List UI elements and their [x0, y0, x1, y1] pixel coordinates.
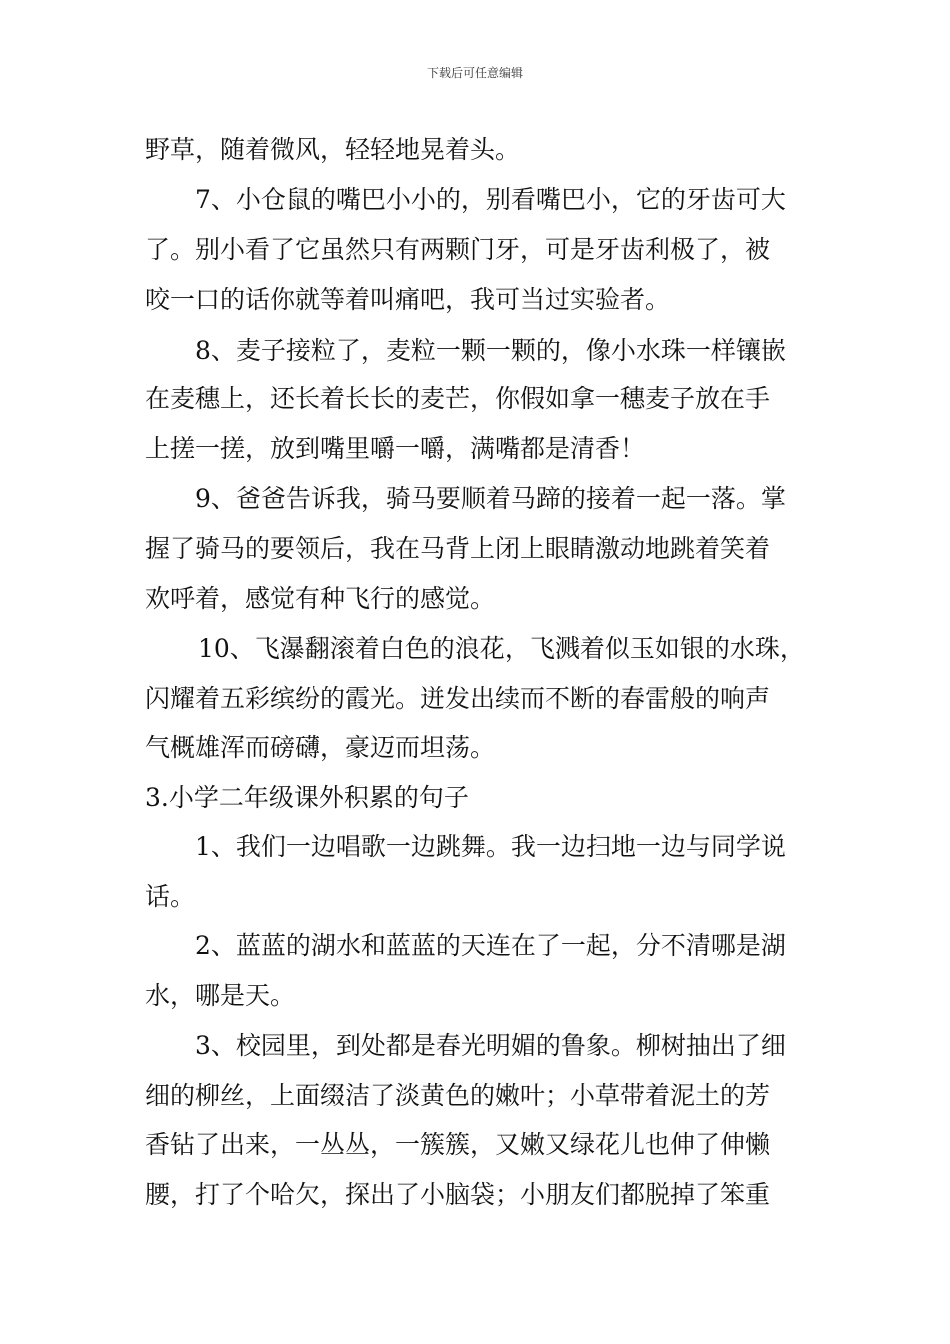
text-line: 水，哪是天。 [145, 981, 296, 1010]
text-line: 握了骑马的要领后，我在马背上闭上眼睛激动地跳着笑着 [145, 534, 771, 563]
text-line: 9、爸爸告诉我，骑马要顺着马蹄的接着一起一落。掌 [195, 484, 786, 513]
text-line: 8、麦子接粒了，麦粒一颗一颗的，像小水珠一样镶嵌 [195, 336, 786, 365]
text-line: 了。别小看了它虽然只有两颗门牙，可是牙齿利极了，被 [145, 235, 771, 264]
text-line: 2、蓝蓝的湖水和蓝蓝的天连在了一起，分不清哪是湖 [195, 931, 786, 960]
text-line: 话。 [145, 882, 196, 911]
text-line: 气概雄浑而磅礴，豪迈而坦荡。 [145, 733, 496, 762]
text-line: 香钻了出来，一丛丛，一簇簇，又嫩又绿花儿也伸了伸懒 [145, 1130, 771, 1159]
text-line: 1、我们一边唱歌一边跳舞。我一边扫地一边与同学说 [195, 832, 786, 861]
text-line: 7、小仓鼠的嘴巴小小的，别看嘴巴小，它的牙齿可大 [195, 185, 786, 214]
text-line: 在麦穗上，还长着长长的麦芒，你假如拿一穗麦子放在手 [145, 384, 771, 413]
text-line: 细的柳丝，上面缀洁了淡黄色的嫩叶；小草带着泥土的芳 [145, 1081, 771, 1110]
text-line: 10、飞瀑翻滚着白色的浪花，飞溅着似玉如银的水珠， [198, 634, 805, 663]
text-line: 腰，打了个哈欠，探出了小脑袋；小朋友们都脱掉了笨重 [145, 1180, 771, 1209]
text-line: 欢呼着，感觉有种飞行的感觉。 [145, 584, 496, 613]
text-line: 上搓一搓，放到嘴里嚼一嚼，满嘴都是清香！ [145, 434, 646, 463]
section-heading: 3.小学二年级课外积累的句子 [145, 783, 469, 812]
page-header: 下载后可任意编辑 [426, 66, 523, 80]
text-line: 野草，随着微风，轻轻地晃着头。 [145, 135, 521, 164]
text-line: 咬一口的话你就等着叫痛吧，我可当过实验者。 [145, 285, 671, 314]
text-line: 3、校园里，到处都是春光明媚的鲁象。柳树抽出了细 [195, 1031, 786, 1060]
text-line: 闪耀着五彩缤纷的霞光。迸发出续而不断的春雷般的响声 [145, 684, 771, 713]
